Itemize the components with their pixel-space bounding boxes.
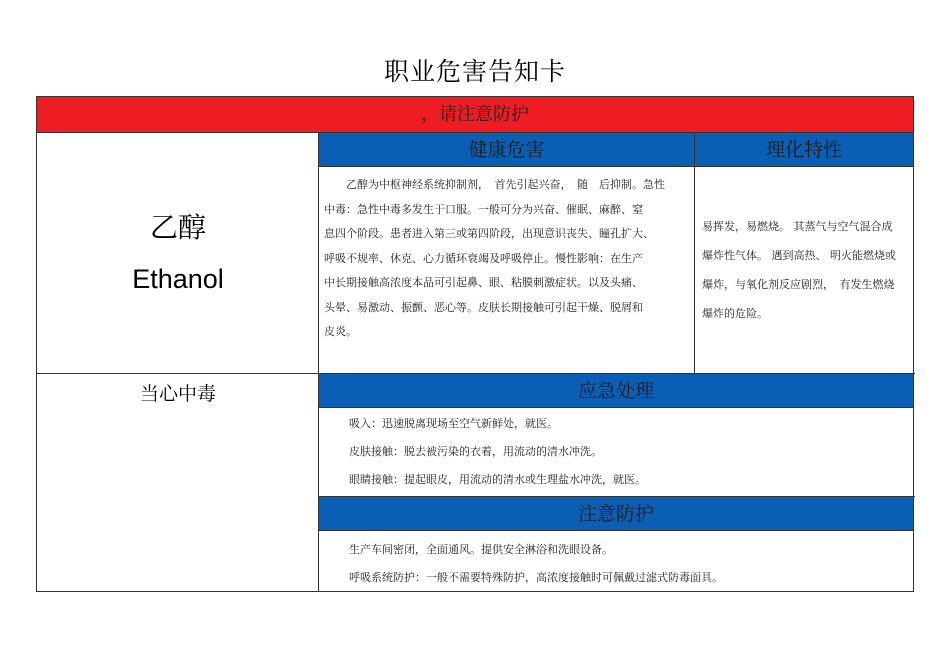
health-line: 乙醇为中枢神经系统抑制剂， 首先引起兴奋， 随 后抑制。急性 [324,178,665,191]
substance-name-zh: 乙醇 [149,211,206,244]
health-hazard-text [324,173,690,345]
health-line: 中毒：急性中毒多发生于口服。一般可分为兴奋、催眠、麻醉、窒 [324,202,643,216]
emergency-line: 皮肤接触：脱去被污染的衣着，用流动的清水冲洗。 [349,445,602,458]
health-line: 息四个阶段。患者进入第三或第四阶段，出现意识丧失、瞳孔扩大、 [324,227,654,240]
health-hazard-header: 健康危害 [319,133,695,167]
hazard-card [36,96,914,592]
physchem-line: 爆炸，与氧化剂反应剧烈， 有发生燃烧 [702,278,895,291]
protection-line: 生产车间密闭，全面通风。提供安全淋浴和洗眼设备。 [349,543,613,556]
health-line: 皮炎。 [324,325,357,338]
warning-banner: ，请注意防护 [37,97,913,133]
health-line: 呼吸不规率、休克、心力循环衰竭及呼吸停止。慢性影响：在生产 [324,251,643,265]
warning-label: 当心中毒 [139,383,216,405]
physchem-line: 爆炸的危险。 [702,307,768,320]
page-title: 职业危害告知卡 [383,57,566,86]
physchem-header: 理化特性 [695,133,913,167]
emergency-text [349,410,909,494]
left-divider [37,373,318,374]
protection-header: 注意防护 [319,497,913,531]
physchem-line: 易挥发，易燃烧。 其蒸气与空气混合成 [702,220,893,233]
substance-name-en: Ethanol [132,264,224,294]
emergency-header: 应急处理 [319,374,913,408]
column-divider [694,133,695,373]
health-line: 头晕、易激动、振颤、恶心等。皮肤长期接触可引起干燥、脱屑和 [324,300,643,314]
physchem-line: 爆炸性气体。 遇到高热、 明火能燃烧或 [702,249,896,262]
substance-column [37,133,319,591]
emergency-line: 眼睛接触：提起眼皮，用流动的清水或生理盐水冲洗，就医。 [349,473,646,486]
health-line: 中长期接触高浓度本品可引起鼻、眼、粘膜刺激症状。以及头痛、 [324,276,643,289]
physchem-text [702,212,908,328]
protection-line: 呼吸系统防护：一般不需要特殊防护，高浓度接触时可佩戴过滤式防毒面具。 [349,571,723,584]
emergency-line: 吸入：迅速脱离现场至空气新鲜处，就医。 [349,417,558,430]
protection-text [349,536,909,592]
